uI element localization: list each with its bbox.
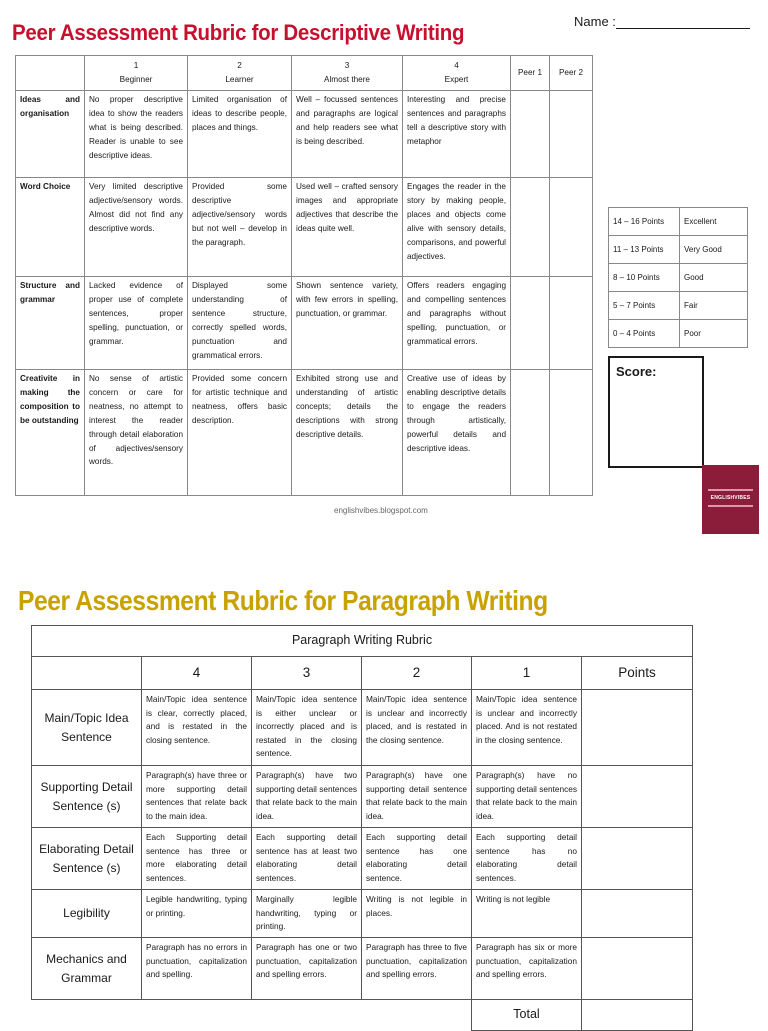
- descriptor-cell: Main/Topic idea sentence is unclear and incorrectly placed, and is restated in the closing sentence.: [362, 690, 472, 766]
- descriptor-cell: Displayed some understanding of sentence structure, correctly spelled words, punctuation and grammatical errors.: [188, 277, 292, 370]
- rubric2-col-2: 2: [362, 657, 472, 690]
- rubric1-corner-cell: [16, 56, 85, 91]
- descriptor-cell: Shown sentence variety, with few errors in spelling, punctuation, or grammar.: [292, 277, 403, 370]
- peer2-score-cell[interactable]: [550, 370, 593, 496]
- descriptor-cell: No proper descriptive idea to show the readers what is being described. Reader is unable to see descriptive ideas.: [85, 91, 188, 178]
- rubric2-col-4: 4: [142, 657, 252, 690]
- rubric2-caption-row: [32, 626, 693, 657]
- descriptive-rubric-title: Peer Assessment Rubric for Descriptive Writing: [12, 20, 465, 45]
- logo-stripe-bottom: [708, 505, 753, 507]
- scale-grade: Poor: [680, 320, 748, 348]
- scale-row: [609, 264, 748, 292]
- descriptor-cell: Paragraph(s) have three or more supporting detail sentences that relate back to the main idea.: [142, 766, 252, 828]
- descriptor-cell: Writing is not legible in places.: [362, 890, 472, 938]
- criterion-label: Word Choice: [16, 178, 85, 277]
- scale-points: 11 – 13 Points: [609, 236, 680, 264]
- criterion-label: Main/Topic Idea Sentence: [32, 690, 142, 766]
- descriptor-cell: Provided some descriptive adjective/sensory words but not well – develop in the paragraph.: [188, 178, 292, 277]
- peer2-score-cell[interactable]: [550, 91, 593, 178]
- rubric1-col-peer2: Peer 2: [550, 56, 593, 91]
- rubric2-row-legibility: [32, 890, 693, 938]
- name-blank-line[interactable]: [616, 14, 750, 29]
- descriptor-cell: Lacked evidence of proper use of complete sentences, proper spelling, punctuation, or grammar.: [85, 277, 188, 370]
- criterion-label: Mechanics and Grammar: [32, 938, 142, 1000]
- criterion-label: Structure and grammar: [16, 277, 85, 370]
- logo-stripe-top: [708, 489, 753, 491]
- descriptor-cell: Creative use of ideas by enabling descriptive details to engage the readers through artistically, powerful details and descriptive ideas.: [403, 370, 511, 496]
- scale-points: 5 – 7 Points: [609, 292, 680, 320]
- rubric1-col-almost-there: 3 Almost there: [292, 56, 403, 91]
- rubric2-total-row: [32, 1000, 693, 1031]
- points-cell[interactable]: [582, 828, 693, 890]
- descriptor-cell: Marginally legible handwriting, typing or printing.: [252, 890, 362, 938]
- rubric1-row-word-choice: [16, 178, 593, 277]
- englishvibes-logo: [702, 465, 759, 534]
- descriptor-cell: Exhibited strong use and understanding of artistic concepts; details the descriptions with strong descriptive details.: [292, 370, 403, 496]
- descriptor-cell: Provided some concern for artistic technique and neatness, offers basic description.: [188, 370, 292, 496]
- rubric2-col-1: 1: [472, 657, 582, 690]
- descriptor-cell: Each Supporting detail sentence has three or more elaborating detail sentences.: [142, 828, 252, 890]
- peer2-score-cell[interactable]: [550, 178, 593, 277]
- rubric1-header-row: [16, 56, 593, 91]
- rubric2-col-points: Points: [582, 657, 693, 690]
- scale-row: [609, 236, 748, 264]
- descriptor-cell: Offers readers engaging and compelling sentences and paragraphs without spelling, punctuation, or grammatical errors.: [403, 277, 511, 370]
- logo-wordmark: ENGLISHVIBES: [710, 495, 751, 501]
- name-label: Name :: [574, 14, 616, 29]
- descriptor-cell: Limited organisation of ideas to describe people, places and things.: [188, 91, 292, 178]
- rubric2-col-3: 3: [252, 657, 362, 690]
- rubric2-header-row: [32, 657, 693, 690]
- scale-grade: Good: [680, 264, 748, 292]
- points-scale-table: [608, 207, 748, 348]
- rubric2-row-mechanics: [32, 938, 693, 1000]
- criterion-label: Legibility: [32, 890, 142, 938]
- rubric2-row-supporting-detail: [32, 766, 693, 828]
- scale-row: [609, 320, 748, 348]
- rubric1-row-structure: [16, 277, 593, 370]
- rubric2-row-main-idea: [32, 690, 693, 766]
- total-points-cell[interactable]: [582, 1000, 693, 1031]
- rubric1-col-expert: 4 Expert: [403, 56, 511, 91]
- peer1-score-cell[interactable]: [511, 91, 550, 178]
- rubric2-corner-cell: [32, 657, 142, 690]
- descriptor-cell: Each supporting detail sentence has no elaborating detail sentences.: [472, 828, 582, 890]
- total-label: Total: [472, 1000, 582, 1031]
- name-field[interactable]: [574, 14, 750, 29]
- criterion-label: Creativite in making the composition to be outstanding: [16, 370, 85, 496]
- total-spacer: [32, 1000, 472, 1031]
- rubric2-caption: Paragraph Writing Rubric: [32, 626, 693, 657]
- descriptor-cell: Legible handwriting, typing or printing.: [142, 890, 252, 938]
- peer1-score-cell[interactable]: [511, 370, 550, 496]
- descriptor-cell: Used well – crafted sensory images and appropriate adjectives that describe the ideas quite well.: [292, 178, 403, 277]
- paragraph-rubric-title: Peer Assessment Rubric for Paragraph Writing: [18, 585, 548, 616]
- descriptor-cell: Main/Topic idea sentence is unclear and incorrectly placed. And is not restated in the closing sentence.: [472, 690, 582, 766]
- descriptor-cell: Main/Topic idea sentence is clear, correctly placed, and is restated in the closing sentence.: [142, 690, 252, 766]
- descriptor-cell: Very limited descriptive adjective/sensory words. Almost did not find any descriptive words.: [85, 178, 188, 277]
- descriptor-cell: Paragraph(s) have no supporting detail sentences that relate back to the main idea.: [472, 766, 582, 828]
- points-cell[interactable]: [582, 890, 693, 938]
- paragraph-writing-rubric-table: [31, 625, 693, 1031]
- criterion-label: Elaborating Detail Sentence (s): [32, 828, 142, 890]
- score-label: Score:: [616, 364, 657, 379]
- points-cell[interactable]: [582, 690, 693, 766]
- scale-points: 0 – 4 Points: [609, 320, 680, 348]
- rubric1-col-learner: 2 Learner: [188, 56, 292, 91]
- descriptor-cell: Paragraph(s) have one supporting detail sentence that relate back to the main idea.: [362, 766, 472, 828]
- rubric1-row-creativity: [16, 370, 593, 496]
- peer2-score-cell[interactable]: [550, 277, 593, 370]
- descriptor-cell: Paragraph has one or two punctuation, capitalization and spelling errors.: [252, 938, 362, 1000]
- points-cell[interactable]: [582, 766, 693, 828]
- scale-points: 14 – 16 Points: [609, 208, 680, 236]
- peer1-score-cell[interactable]: [511, 178, 550, 277]
- criterion-label: Supporting Detail Sentence (s): [32, 766, 142, 828]
- descriptor-cell: Engages the reader in the story by making people, places and objects come alive with sensory details, comparisons, and powerful adjectives.: [403, 178, 511, 277]
- descriptor-cell: Paragraph has three to five punctuation, capitalization and spelling errors.: [362, 938, 472, 1000]
- rubric1-col-peer1: Peer 1: [511, 56, 550, 91]
- scale-row: [609, 208, 748, 236]
- scale-points: 8 – 10 Points: [609, 264, 680, 292]
- scale-grade: Fair: [680, 292, 748, 320]
- descriptor-cell: Writing is not legible: [472, 890, 582, 938]
- rubric2-row-elaborating-detail: [32, 828, 693, 890]
- descriptor-cell: Paragraph has no errors in punctuation, capitalization and spelling.: [142, 938, 252, 1000]
- descriptor-cell: Well – focussed sentences and paragraphs are logical and help readers see what is being described.: [292, 91, 403, 178]
- scale-row: [609, 292, 748, 320]
- scale-grade: Excellent: [680, 208, 748, 236]
- rubric1-row-ideas: [16, 91, 593, 178]
- descriptor-cell: Each supporting detail sentence has one elaborating detail sentence.: [362, 828, 472, 890]
- descriptor-cell: Paragraph(s) have two supporting detail sentences that relate back to the main idea.: [252, 766, 362, 828]
- source-credit: englishvibes.blogspot.com: [334, 506, 428, 515]
- criterion-label: Ideas and organisation: [16, 91, 85, 178]
- descriptive-writing-rubric-table: [15, 55, 593, 496]
- scale-grade: Very Good: [680, 236, 748, 264]
- descriptor-cell: Each supporting detail sentence has at least two elaborating detail sentences.: [252, 828, 362, 890]
- points-cell[interactable]: [582, 938, 693, 1000]
- descriptor-cell: No sense of artistic concern or care for neatness, no attempt to interest the reader through detail elaboration of adjectives/sensory words.: [85, 370, 188, 496]
- rubric1-col-beginner: 1 Beginner: [85, 56, 188, 91]
- descriptor-cell: Paragraph has six or more punctuation, capitalization and spelling errors.: [472, 938, 582, 1000]
- peer1-score-cell[interactable]: [511, 277, 550, 370]
- score-box[interactable]: [608, 356, 704, 468]
- descriptor-cell: Main/Topic idea sentence is either unclear or incorrectly placed and is restated in the closing sentence.: [252, 690, 362, 766]
- descriptor-cell: Interesting and precise sentences and paragraphs tell a descriptive story with metaphor: [403, 91, 511, 178]
